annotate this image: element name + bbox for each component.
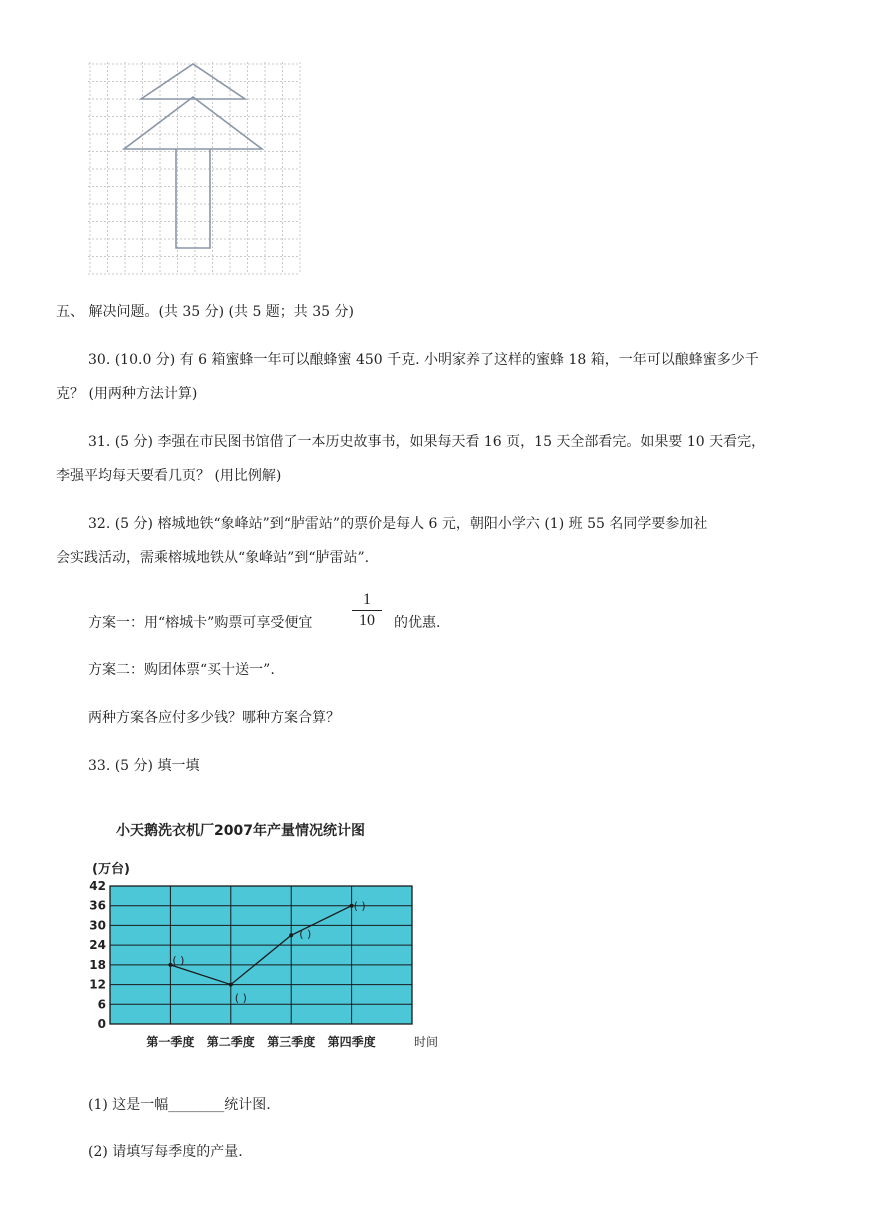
x-tick-label: 第二季度 [206, 1035, 255, 1049]
q30-line1: 30. (10.0 分) 有 6 箱蜜蜂一年可以酿蜂蜜 450 千克. 小明家养了这样的蜜蜂 18 箱，一年可以酿蜂蜜多少千 [88, 352, 759, 368]
fraction-bar [352, 610, 382, 611]
point-label-blank: ( ) [299, 927, 312, 941]
y-tick-label: 30 [89, 918, 106, 933]
q33-sub2: (2) 请填写每季度的产量. [88, 1144, 243, 1160]
data-point [289, 933, 293, 937]
data-point [229, 983, 233, 987]
x-axis-label: 时间 [414, 1035, 439, 1049]
q32-line1: 32. (5 分) 榕城地铁“象峰站”到“胪雷站”的票价是每人 6 元，朝阳小学六 (1) 班 55 名同学要参加社 [88, 516, 708, 532]
q31-line1: 31. (5 分) 李强在市民图书馆借了一本历史故事书，如果每天看 16 页，15 天全部看完。如果要 10 天看完， [88, 434, 766, 450]
y-tick-label: 12 [89, 977, 106, 992]
q32-line2: 会实践活动，需乘榕城地铁从“象峰站”到“胪雷站”. [56, 550, 370, 566]
q33-heading: 33. (5 分) 填一填 [88, 758, 200, 774]
chart-title: 小天鹅洗衣机厂2007年产量情况统计图 [116, 823, 365, 839]
large-triangle-shape [124, 97, 262, 149]
fraction-one-tenth [350, 591, 384, 630]
fraction-numerator: 1 [363, 591, 371, 608]
q32-plan2: 方案二：购团体票“买十送一”. [88, 662, 275, 678]
plot-background [110, 886, 412, 1024]
section-heading: 五、 解决问题。(共 35 分) (共 5 题；共 35 分) [56, 304, 354, 320]
production-line-chart [89, 818, 442, 1052]
q33-sub1: (1) 这是一幅________统计图. [88, 1097, 271, 1113]
y-tick-label: 0 [97, 1017, 106, 1031]
point-label-blank: ( ) [353, 899, 366, 913]
y-tick-label: 6 [97, 997, 106, 1012]
y-tick-label: 36 [89, 898, 106, 913]
y-tick-label: 18 [89, 957, 106, 972]
y-tick-label: 42 [89, 879, 106, 893]
tree-grid-figure [88, 62, 300, 272]
x-tick-label: 第四季度 [327, 1035, 376, 1049]
q31-line2: 李强平均每天要看几页？ (用比例解) [56, 468, 282, 484]
chart-plot [89, 818, 442, 1052]
fraction-denominator: 10 [359, 612, 375, 629]
q32-plan1-suffix: 的优惠. [394, 615, 441, 631]
y-tick-label: 24 [89, 938, 106, 953]
x-tick-label: 第三季度 [267, 1035, 316, 1049]
point-label-blank: ( ) [234, 991, 247, 1005]
q30-line2: 克？ (用两种方法计算) [56, 386, 198, 402]
q32-ask: 两种方案各应付多少钱？哪种方案合算？ [88, 710, 340, 726]
trunk-shape [176, 149, 210, 248]
grid-lines [88, 62, 300, 274]
q32-plan1-prefix: 方案一：用“榕城卡”购票可享受便宜 [88, 615, 313, 631]
x-tick-label: 第一季度 [146, 1035, 195, 1049]
chart-y-unit: (万台) [92, 862, 130, 877]
point-label-blank: ( ) [172, 953, 185, 967]
